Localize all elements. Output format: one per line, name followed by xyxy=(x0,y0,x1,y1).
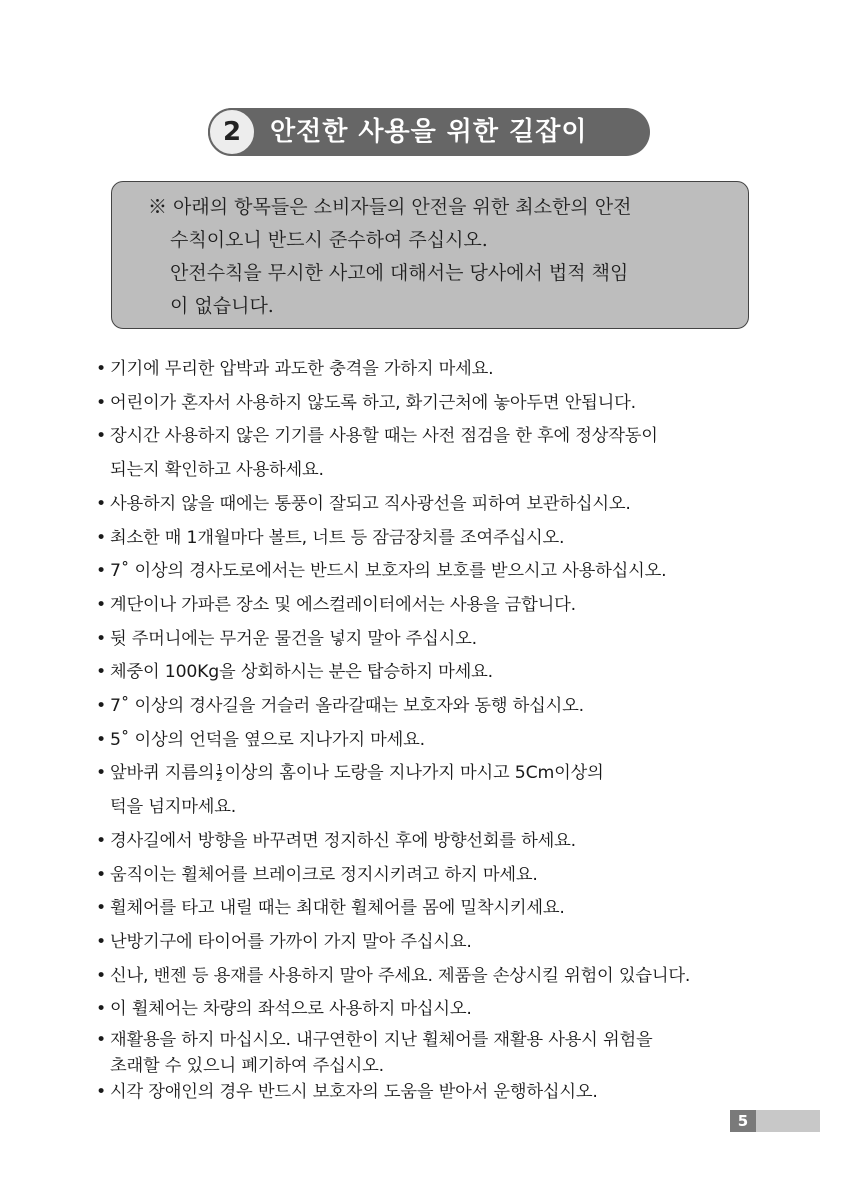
list-item: • 장시간 사용하지 않은 기기를 사용할 때는 사전 점검을 한 후에 정상작동이 xyxy=(96,426,658,447)
safety-notice-box xyxy=(111,181,749,329)
list-item-continuation: 초래할 수 있으니 폐기하여 주십시오. xyxy=(110,1056,384,1077)
list-item: • 이 휠체어는 차량의 좌석으로 사용하지 마십시오. xyxy=(96,999,472,1020)
notice-line: 수칙이오니 반드시 준수하여 주십시오. xyxy=(170,229,488,251)
list-item: • 7˚ 이상의 경사길을 거슬러 올라갈때는 보호자와 동행 하십시오. xyxy=(96,696,584,717)
list-item: • 시각 장애인의 경우 반드시 보호자의 도움을 받아서 운행하십시오. xyxy=(96,1082,598,1103)
section-number-badge: 2 xyxy=(208,108,256,156)
safety-guideline-list xyxy=(96,353,826,1105)
list-item: • 신나, 밴젠 등 용재를 사용하지 말아 주세요. 제품을 손상시킬 위험이 있습니다. xyxy=(96,965,691,986)
list-item: • 뒷 주머니에는 무거운 물건을 넣지 말아 주십시오. xyxy=(96,628,477,649)
list-item: • 난방기구에 타이어를 가까이 가지 말아 주십시요. xyxy=(96,931,472,952)
list-item-continuation: 되는지 확인하고 사용하세요. xyxy=(110,460,324,481)
list-item: • 5˚ 이상의 언덕을 옆으로 지나가지 마세요. xyxy=(96,729,425,750)
list-item: • 경사길에서 방향을 바꾸려면 정지하신 후에 방향선회를 하세요. xyxy=(96,830,576,851)
list-item: • 기기에 무리한 압박과 과도한 충격을 가하지 마세요. xyxy=(96,359,494,379)
one-half-fraction: $\frac{1}{2}$ xyxy=(216,762,223,784)
page-number: 5 xyxy=(730,1110,756,1132)
list-item: • 최소한 매 1개월마다 볼트, 너트 등 잠금장치를 조여주십시오. xyxy=(96,527,565,548)
list-item: • 휠체어를 타고 내릴 때는 최대한 휠체어를 몸에 밀착시키세요. xyxy=(96,898,565,919)
section-title: 안전한 사용을 위한 길잡이 xyxy=(270,117,588,147)
list-item: • 사용하지 않을 때에는 통풍이 잘되고 직사광선을 피하여 보관하십시오. xyxy=(96,493,631,514)
list-item: • 7˚ 이상의 경사도로에서는 반드시 보호자의 보호를 받으시고 사용하십시오. xyxy=(96,561,667,582)
notice-line: ※ 아래의 항목들은 소비자들의 안전을 위한 최소한의 안전 xyxy=(148,196,632,218)
list-item: • 움직이는 휠체어를 브레이크로 정지시키려고 하지 마세요. xyxy=(96,864,538,885)
list-item: • 재활용을 하지 마십시오. 내구연한이 지난 휠체어를 재활용 사용시 위험을 xyxy=(96,1030,653,1051)
list-item: • 앞바퀴 지름의 $\frac{1}{2}$ 이상의 홈이나 도랑을 지나가지 마시고 5Cm이상의 xyxy=(96,762,604,784)
list-item: • 체중이 100Kg을 상회하시는 분은 탑승하지 마세요. xyxy=(96,662,493,683)
notice-line: 이 없습니다. xyxy=(170,295,274,317)
list-item: • 어린이가 혼자서 사용하지 않도록 하고, 화기근처에 놓아두면 안됩니다. xyxy=(96,392,636,413)
list-item-continuation: 턱을 넘지마세요. xyxy=(110,797,237,818)
notice-line: 안전수칙을 무시한 사고에 대해서는 당사에서 법적 책임 xyxy=(170,262,629,284)
list-item: • 계단이나 가파른 장소 및 에스컬레이터에서는 사용을 금합니다. xyxy=(96,594,576,615)
